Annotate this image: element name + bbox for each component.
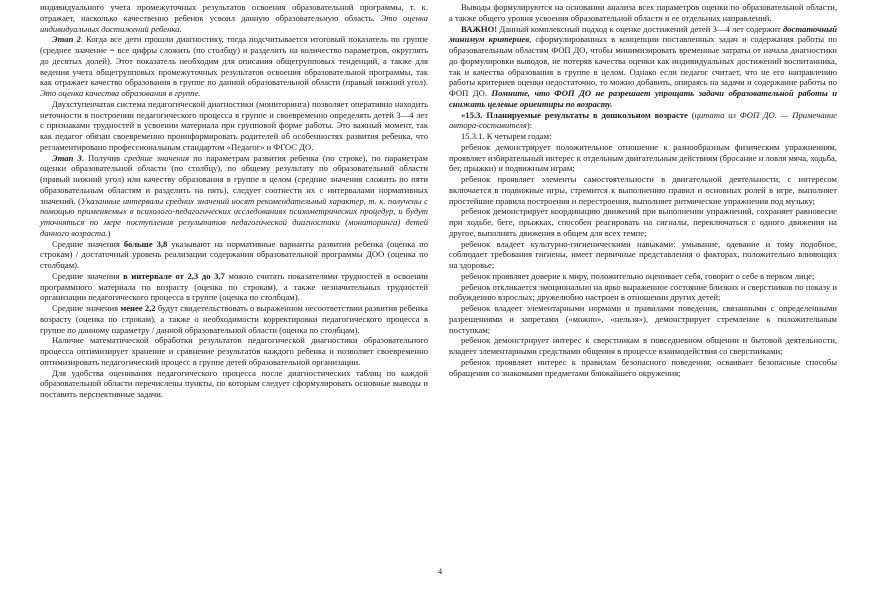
list-item: ребенок проявляет доверие к миру, положительно оценивает себя, говорит о себе в первом лице;	[461, 270, 815, 281]
left-column	[40, 2, 428, 400]
paragraph: Наличие математической обработки результатов педагогической диагностики образовательного процесса оптимизирует хранение и сравнение результатов каждого ребенка и позволяет своевременно оптимизировать педагогический процесс в группе детей образовательной организации.	[40, 335, 428, 367]
list-item: ребенок демонстрирует положительное отношение к разнообразным физическим упражнениям, проявляет избирательный интерес к отдельным двигательным действиям (бросание и ловля мяча, ходьба, бег, прыжки) и подвижным играм;	[449, 141, 837, 174]
list-item: ребенок проявляет элементы самостоятельности в двигательной деятельности, с интересом включается в подвижные игры, стремится к выполнению правил и основных ролей в игре, выполняет простейшие правила построения и перестроения, выполняет ритмические упражнения под музыку;	[449, 174, 837, 206]
paragraph: Выводы формулируются на основании анализа всех параметров оценки по образовательной области, а также общего уровня усвоения образовательной области и ее отдельных направлений.	[449, 2, 837, 23]
list-item: ребенок откликается эмоционально на ярко выраженное состояние близких и сверстников по показу и побуждению взрослых; дружелюбно настроен в отношении других детей;	[449, 281, 837, 303]
paragraph: Двухступенчатая система педагогической диагностики (мониторинга) позволяет оперативно находить неточности в построении педагогического процесса в группе и своевременно определять детей 3—4 лет с признаками трудностей в усвоении материала при групповой форме работы. Это важный момент, так как педагог обязан своевременно проинформировать родителей об особенностях развития ребенка, что регламентировано профессиональным стандартом «Педагог» и ФГОС ДО.	[40, 98, 428, 152]
paragraph-stage-2: Этап 2. Когда все дети прошли диагностику, тогда подсчитывается итоговый показатель по группе (среднее значение = все цифры сложить (по столбцу) и разделить на количество параметров, округлять до десятых долей). Этот показатель необходим для описания общегрупповых тенденций, а также для ведения учета общегрупповых промежуточных результатов освоения образовательной программы, так как отражает качество образования в группе по данной образовательной области (правый нижний угол). Это оценка качества образования в группе.	[40, 34, 428, 98]
subsection-heading: 15.3.1. К четырем годам:	[461, 131, 552, 141]
paragraph-important: ВАЖНО! Данный комплексный подход к оценке достижений детей 3—4 лет содержит достаточный минимум критериев, сформулированных в концепции поставленных задач и содержания работы по образовательным областям ФОП ДО, чтобы минимизировать временные затраты от начала диагностики до формулировки выводов, не потеряв качества оценки как индивидуальных достижений воспитанника, так и качества образования в группе в целом. Однако если педагог считает, что не его направлению работы критериев оценки недостаточно, то можно добавить, опираясь на задачи и содержание работы по ФОП ДО. Помните, что ФОП ДО не разрешает упрощать задачи образовательной работы и снижать целевые ориентиры по возрасту.	[449, 23, 837, 109]
page-number: 4	[437, 566, 443, 576]
paragraph-stage-3: Этап 3. Получив средние значения по параметрам развития ребенка (по строке), по параметрам оценки образовательной области (по столбцу), по общему результату по образовательной области (правый нижний угол) или качеству образования в группе в целом (средние значения сложить по пяти образовательным областям и разделить на пять), следует соотнести их с интервалами нормативных значений. (Указанные интервалы средних значений носят рекомендательный характер, т. к. получены с помощью применяемых в психолого-педагогических исследованиях психометрических процедур, и будут уточняться по мере поступления результатов педагогической диагностики (мониторинга) детей данного возраста.)	[40, 152, 428, 238]
paragraph: индивидуального учета промежуточных результатов освоения образовательной программы, т. к. отражает, насколько качественно ребенок усвоил данную образовательную область. Это оценка индивидуальных достижений ребенка.	[40, 2, 428, 34]
paragraph: Для удобства оценивания педагогического процесса после диагностических таблиц по каждой образовательной области перечислены пункты, по которым следует сформулировать основные выводы и поставить перспективные задачи.	[40, 367, 428, 399]
list-item: ребенок владеет культурно-гигиеническими навыками: умывание, одевание и тому подобное, соблюдает требования гигиены, имеет первичные представления о факторах, положительно влияющих на здоровье;	[449, 238, 837, 270]
paragraph: Средние значения в интервале от 2,3 до 3,7 можно считать показателями трудностей в освоении программного материала по возрасту (оценка по строкам), а также незначительных трудностей организации педагогического процесса в группе (оценка по столбцам).	[40, 270, 428, 303]
paragraph: Средние значения больше 3,8 указывают на нормативные варианты развития ребенка (оценка по строкам) / достаточный уровень реализации содержания образовательной программы ДОО (оценка по столбцам).	[40, 238, 428, 270]
section-heading: «15.3. Планируемые результаты в дошкольном возрасте (цитата из ФОП ДО. — Примечание автора-составителя):	[449, 109, 837, 131]
list-item: ребенок демонстрирует интерес к сверстникам в повседневном общении и бытовой деятельности, владеет элементарными средствами общения в процессе взаимодействия со сверстниками;	[449, 335, 837, 356]
list-item: ребенок проявляет интерес к правилам безопасного поведения; осваивает безопасные способы обращения со знакомыми предметами ближайшего окружения;	[449, 356, 837, 378]
list-item: ребенок демонстрирует координацию движений при выполнении упражнений, сохраняет равновесие при ходьбе, беге, прыжках, способен реагировать на сигналы, переключаться с одного движения на другое, выполнять движения в общем для всех темпе;	[449, 206, 837, 238]
paragraph: Средние значения менее 2,2 будут свидетельствовать о выраженном несоответствии развития ребенка возрасту (оценка по строкам), а также о необходимости корректировки педагогического процесса в группе по данному параметру / данной образовательной области (оценка по столбцам).	[40, 303, 428, 335]
list-item: ребенок владеет элементарными нормами и правилами поведения, связанными с определенными разрешениями и запретами («можно», «нельзя»), демонстрирует стремление к положительным поступкам;	[449, 303, 837, 335]
right-column	[449, 2, 837, 378]
